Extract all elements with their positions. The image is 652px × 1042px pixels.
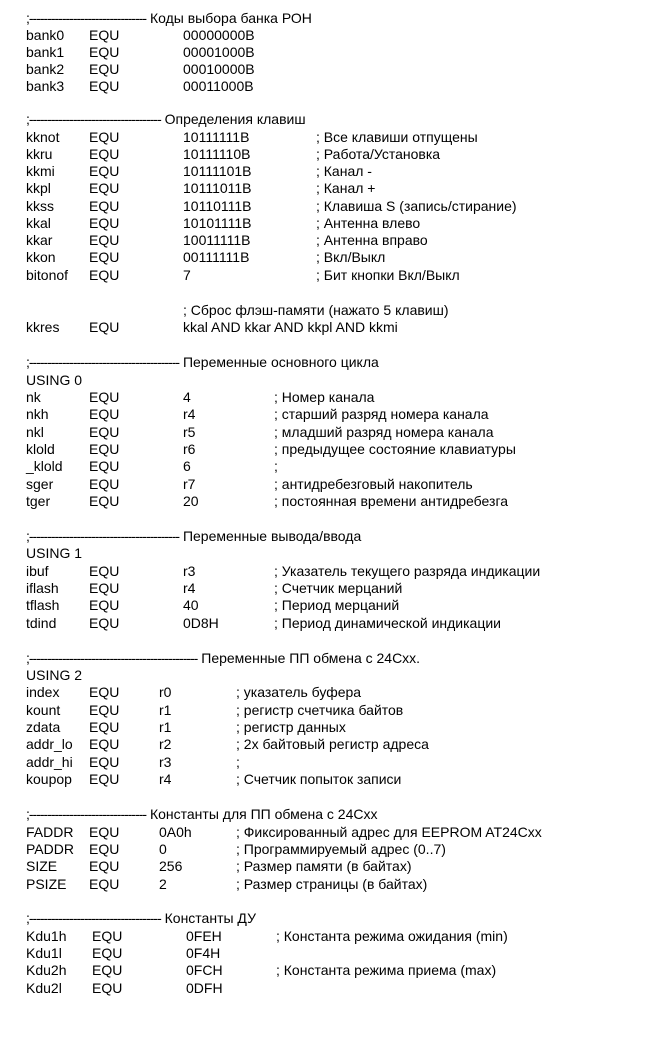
code-line: kount EQU r1 ; регистр счетчика байтов <box>26 702 404 718</box>
section-title: ;----------------------------------------- Переменные вывода/ввода <box>26 528 362 544</box>
code-line: index EQU r0 ; указатель буфера <box>26 684 362 700</box>
code-line: ibuf EQU r3 ; Указатель текущего разряда индикации <box>26 563 541 579</box>
using-directive: USING 1 <box>26 545 83 561</box>
code-line: nkh EQU r4 ; старший разряд номера канала <box>26 406 489 422</box>
code-line: sger EQU r7 ; антидребезговый накопитель <box>26 476 473 492</box>
code-line: _klold EQU 6 ; <box>26 458 278 474</box>
code-line: PADDR EQU 0 ; Программируемый адрес (0..7) <box>26 841 446 857</box>
section-title: ;------------------------------------ Определения клавиш <box>26 111 306 127</box>
code-line: addr_hi EQU r3 ; <box>26 754 240 770</box>
section-title: ;----------------------------------------- Переменные основного цикла <box>26 354 379 370</box>
code-line: nkl EQU r5 ; младший разряд номера канала <box>26 424 494 440</box>
code-line: kkpl EQU 10111011B ; Канал + <box>26 180 376 196</box>
code-line: Kdu2h EQU 0FCH ; Константа режима приема (max) <box>26 962 497 978</box>
code-line: FADDR EQU 0A0h ; Фиксированный адрес для EEPROM AT24Cxx <box>26 824 542 840</box>
section-title: ;-------------------------------- Константы для ПП обмена с 24Cxx <box>26 806 378 822</box>
code-line: koupop EQU r4 ; Счетчик попыток записи <box>26 771 402 787</box>
using-directive: USING 2 <box>26 667 83 683</box>
code-line: kkmi EQU 10111101B ; Канал - <box>26 163 372 179</box>
code-line: Kdu1l EQU 0F4H <box>26 945 221 961</box>
code-line: bitonof EQU 7 ; Бит кнопки Вкл/Выкл <box>26 267 460 283</box>
code-line: tdind EQU 0D8H ; Период динамической индикации <box>26 615 502 631</box>
code-line: bank0 EQU 00000000B <box>26 27 255 43</box>
code-line: PSIZE EQU 2 ; Размер страницы (в байтах) <box>26 876 428 892</box>
code-line: bank3 EQU 00011000B <box>26 78 254 94</box>
code-line: kkon EQU 00111111B ; Вкл/Выкл <box>26 249 386 265</box>
code-line: nk EQU 4 ; Номер канала <box>26 389 375 405</box>
code-line: kknot EQU 10111111B ; Все клавиши отпущены <box>26 129 478 145</box>
code-line: kkar EQU 10011111B ; Антенна вправо <box>26 232 428 248</box>
code-line: iflash EQU r4 ; Счетчик мерцаний <box>26 580 403 596</box>
section-title: ;-------------------------------- Коды выбора банка РОН <box>26 10 312 26</box>
comment-line: ; Сброс флэш-памяти (нажато 5 клавиш) <box>183 302 449 318</box>
code-line: tflash EQU 40 ; Период мерцаний <box>26 597 400 613</box>
code-line: zdata EQU r1 ; регистр данных <box>26 719 346 735</box>
section-title: ;---------------------------------------------- Переменные ПП обмена с 24Cxx. <box>26 650 421 666</box>
code-line: kkru EQU 10111110B ; Работа/Установка <box>26 146 441 162</box>
code-line: Kdu2l EQU 0DFH <box>26 980 223 996</box>
code-line: Kdu1h EQU 0FEH ; Константа режима ожидания (min) <box>26 928 508 944</box>
using-directive: USING 0 <box>26 372 83 388</box>
code-line: klold EQU r6 ; предыдущее состояние клавиатуры <box>26 441 516 457</box>
code-line: SIZE EQU 256 ; Размер памяти (в байтах) <box>26 858 412 874</box>
section-title: ;------------------------------------ Константы ДУ <box>26 910 256 926</box>
code-line: tger EQU 20 ; постоянная времени антидребезга <box>26 493 509 509</box>
code-line: kkres EQU kkal AND kkar AND kkpl AND kkmi <box>26 319 398 335</box>
code-line: kkss EQU 10110111B ; Клавиша S (запись/стирание) <box>26 198 517 214</box>
code-line: bank1 EQU 00001000B <box>26 44 255 60</box>
code-line: bank2 EQU 00010000B <box>26 61 255 77</box>
code-line: kkal EQU 10101111B ; Антенна влево <box>26 215 421 231</box>
code-line: addr_lo EQU r2 ; 2х байтовый регистр адреса <box>26 736 429 752</box>
